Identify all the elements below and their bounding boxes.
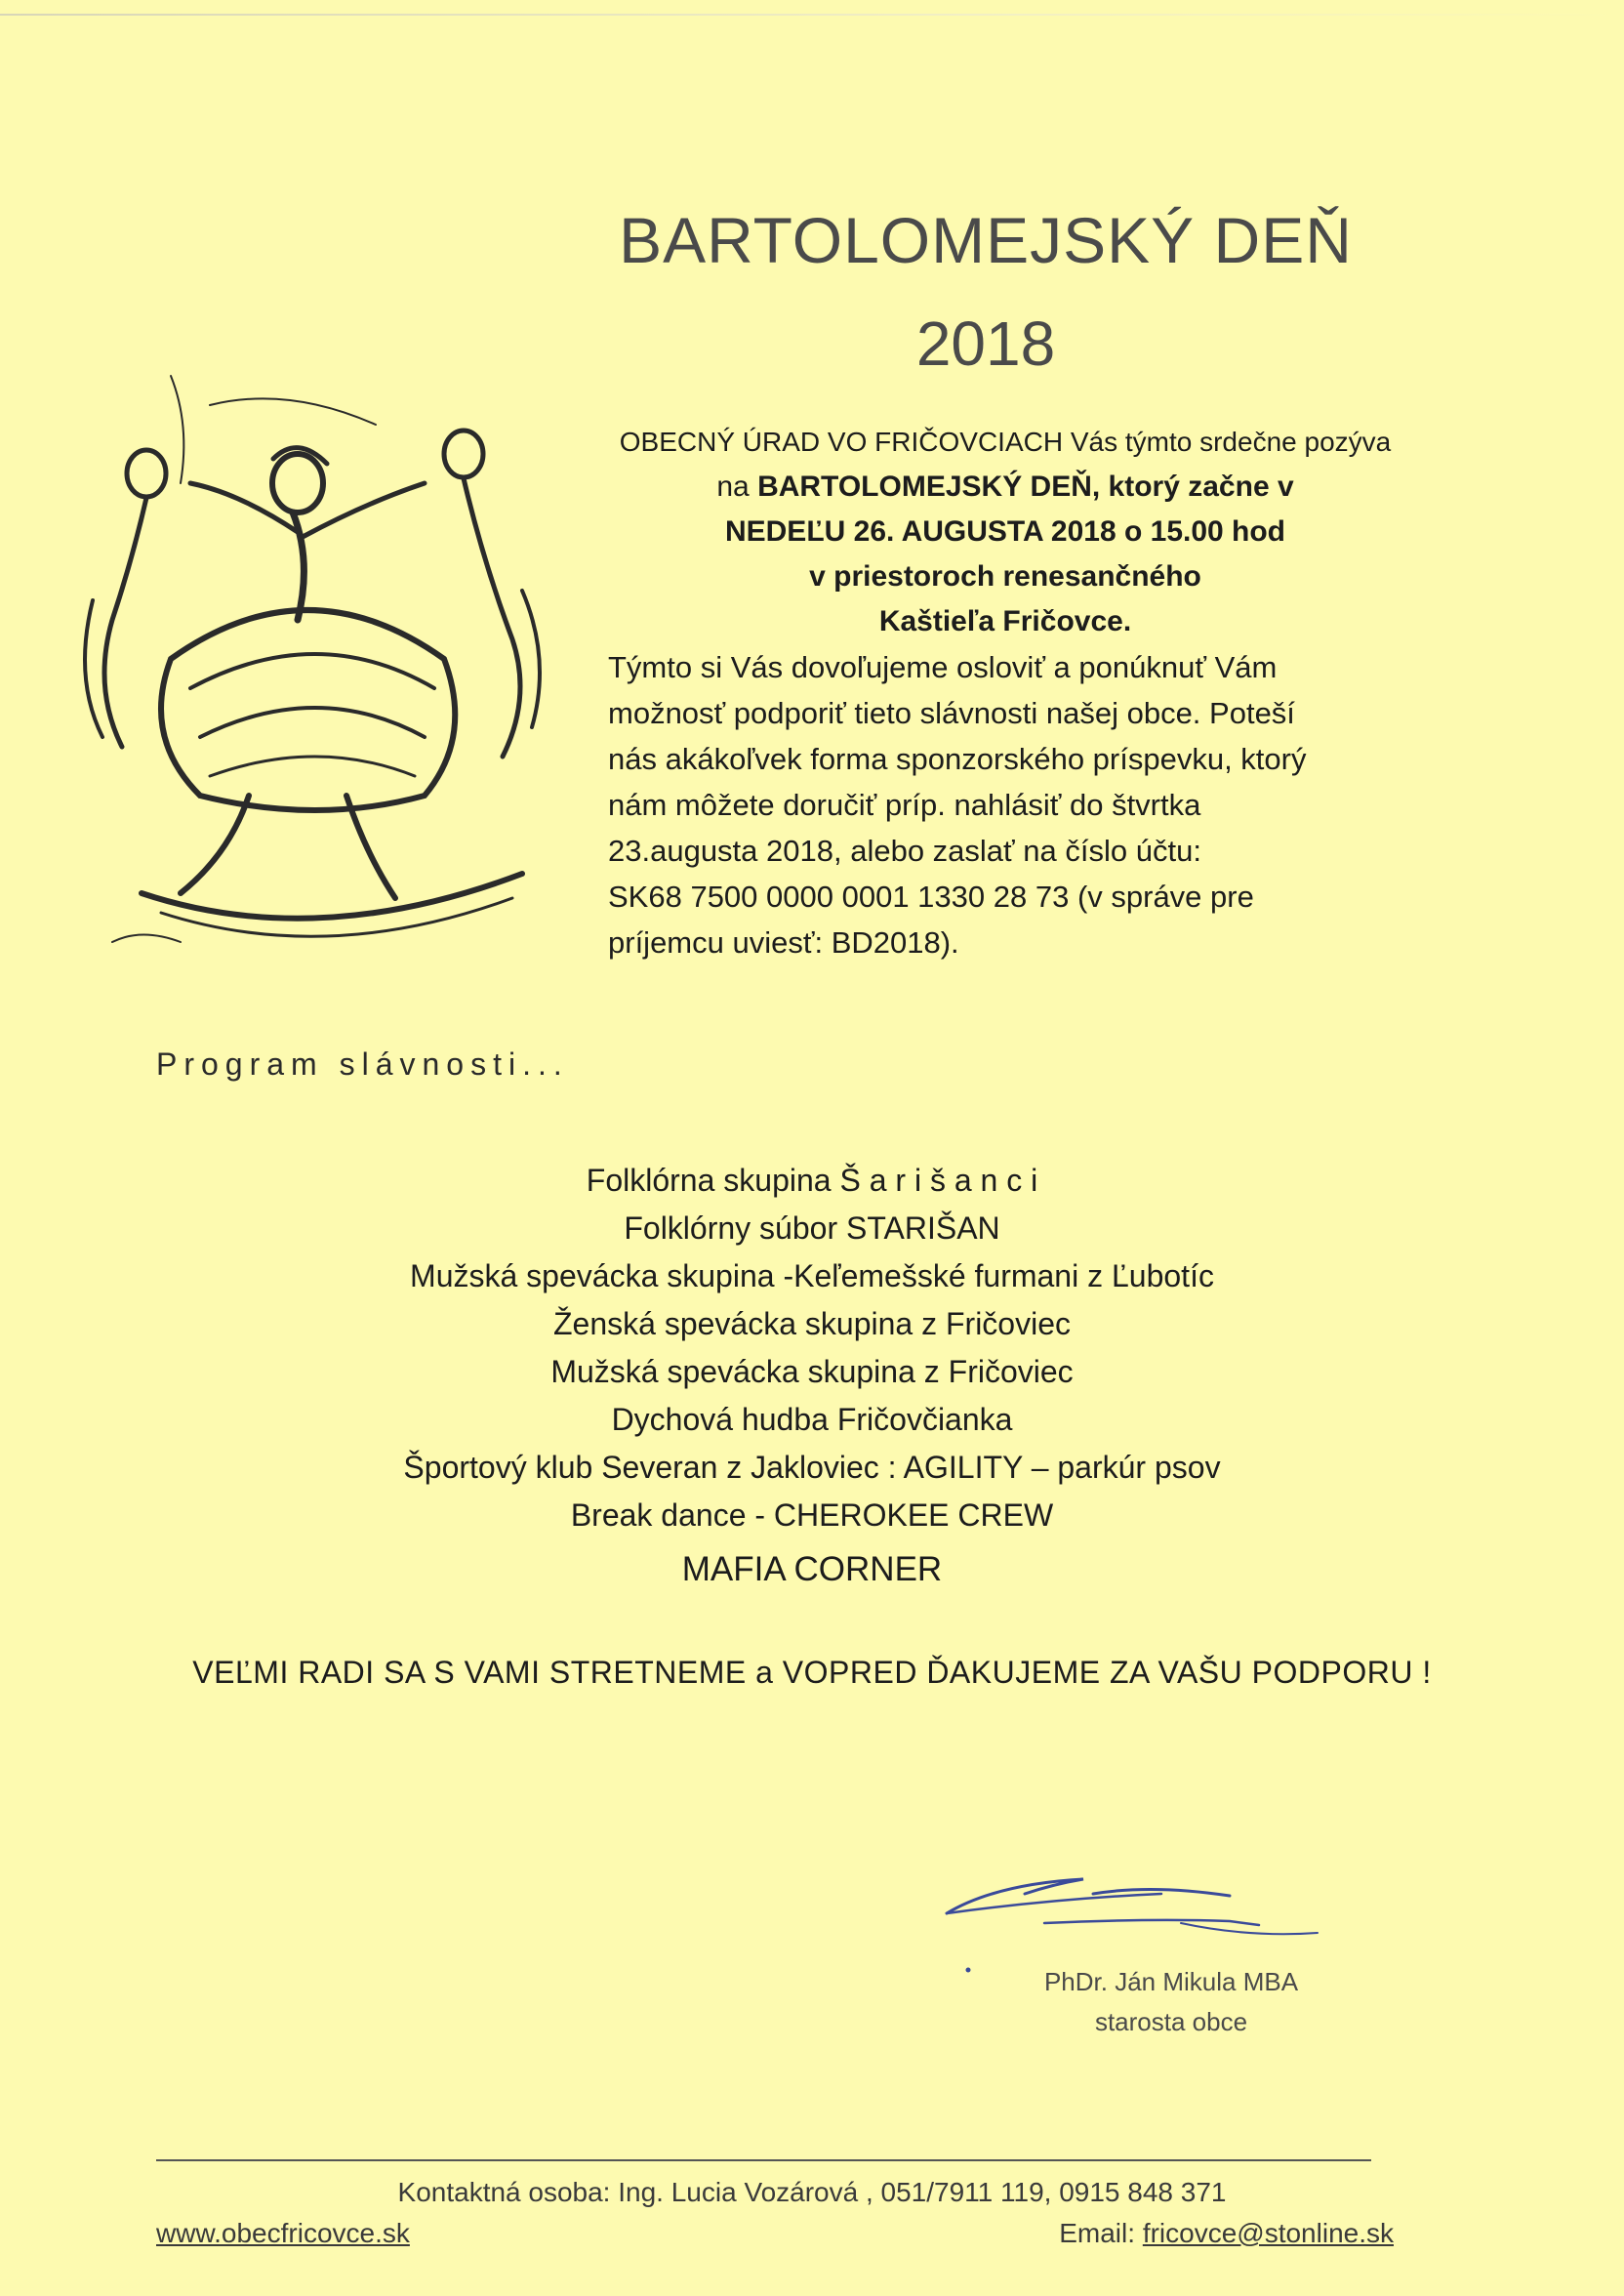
invitation-venue: Kaštieľa Fričovce. [878, 605, 1132, 637]
invitation-line-lead: na [716, 471, 750, 503]
footer-email [1059, 2218, 1394, 2249]
email-label: Email: [1059, 2218, 1136, 2248]
paragraph-line: možnosť podporiť tieto slávnosti našej obce. Poteší [608, 696, 1295, 730]
folk-dancers-sketch [54, 366, 581, 971]
top-edge-line [0, 14, 1624, 16]
program-item: Ženská spevácka skupina z Fričoviec [553, 1306, 1071, 1341]
paragraph-line: SK68 7500 0000 0001 1330 28 73 (v správe pre [608, 880, 1254, 914]
paragraph-line: príjemcu uviesť: BD2018). [608, 925, 959, 960]
program-item: Dychová hudba Fričovčianka [611, 1402, 1013, 1437]
program-item: Mužská spevácka skupina -Keľemešské furmani z Ľubotíc [410, 1258, 1214, 1293]
closing-line: VEĽMI RADI SA S VAMI STRETNEME a VOPRED ĎAKUJEME ZA VAŠU PODPORU ! [192, 1655, 1432, 1690]
sponsorship-paragraph [608, 644, 1389, 965]
signer-role: starosta obce [1094, 2007, 1248, 2036]
program-item: Športový klub Severan z Jakloviec : AGILITY – parkúr psov [403, 1450, 1221, 1485]
signer-name: PhDr. Ján Mikula MBA [1043, 1967, 1299, 1996]
program-item: Break dance - CHEROKEE CREW [570, 1497, 1054, 1533]
invitation-block [586, 420, 1425, 644]
program-heading: Program slávnosti... [156, 1046, 569, 1082]
program-item: Folklórny súbor STARIŠAN [624, 1210, 1000, 1246]
invitation-line [586, 465, 1425, 510]
invitation-line: OBECNÝ ÚRAD VO FRIČOVCIACH Vás týmto srdečne pozýva [619, 427, 1392, 457]
paragraph-line: nám môžete doručiť príp. nahlásiť do štvrtka [608, 788, 1201, 822]
invitation-date: NEDEĽU 26. AUGUSTA 2018 o 15.00 hod [724, 515, 1286, 548]
program-item: Folklórna skupina Š a r i š a n c i [586, 1163, 1038, 1198]
paragraph-line: 23.augusta 2018, alebo zaslať na číslo účtu: [608, 834, 1201, 868]
page-title: BARTOLOMEJSKÝ DEŇ [619, 204, 1353, 276]
email-link[interactable]: fricovce@stonline.sk [1142, 2218, 1394, 2248]
invitation-line-emphasis: BARTOLOMEJSKÝ DEŇ, ktorý začne v [757, 471, 1294, 503]
invitation-line: v priestoroch renesančného [809, 560, 1201, 593]
program-highlight: MAFIA CORNER [681, 1550, 943, 1588]
program-item: Mužská spevácka skupina z Fričoviec [550, 1354, 1074, 1389]
program-list [0, 1157, 1624, 1597]
page-year: 2018 [915, 308, 1056, 379]
footer-divider [156, 2159, 1371, 2161]
footer-contact: Kontaktná osoba: Ing. Lucia Vozárová , 051/7911 119, 0915 848 371 [397, 2177, 1227, 2207]
paragraph-line: nás akákoľvek forma sponzorského príspevku, ktorý [608, 742, 1307, 776]
website-link[interactable]: www.obecfricovce.sk [156, 2218, 410, 2248]
paragraph-line: Týmto si Vás dovoľujeme osloviť a ponúknuť Vám [608, 650, 1278, 684]
